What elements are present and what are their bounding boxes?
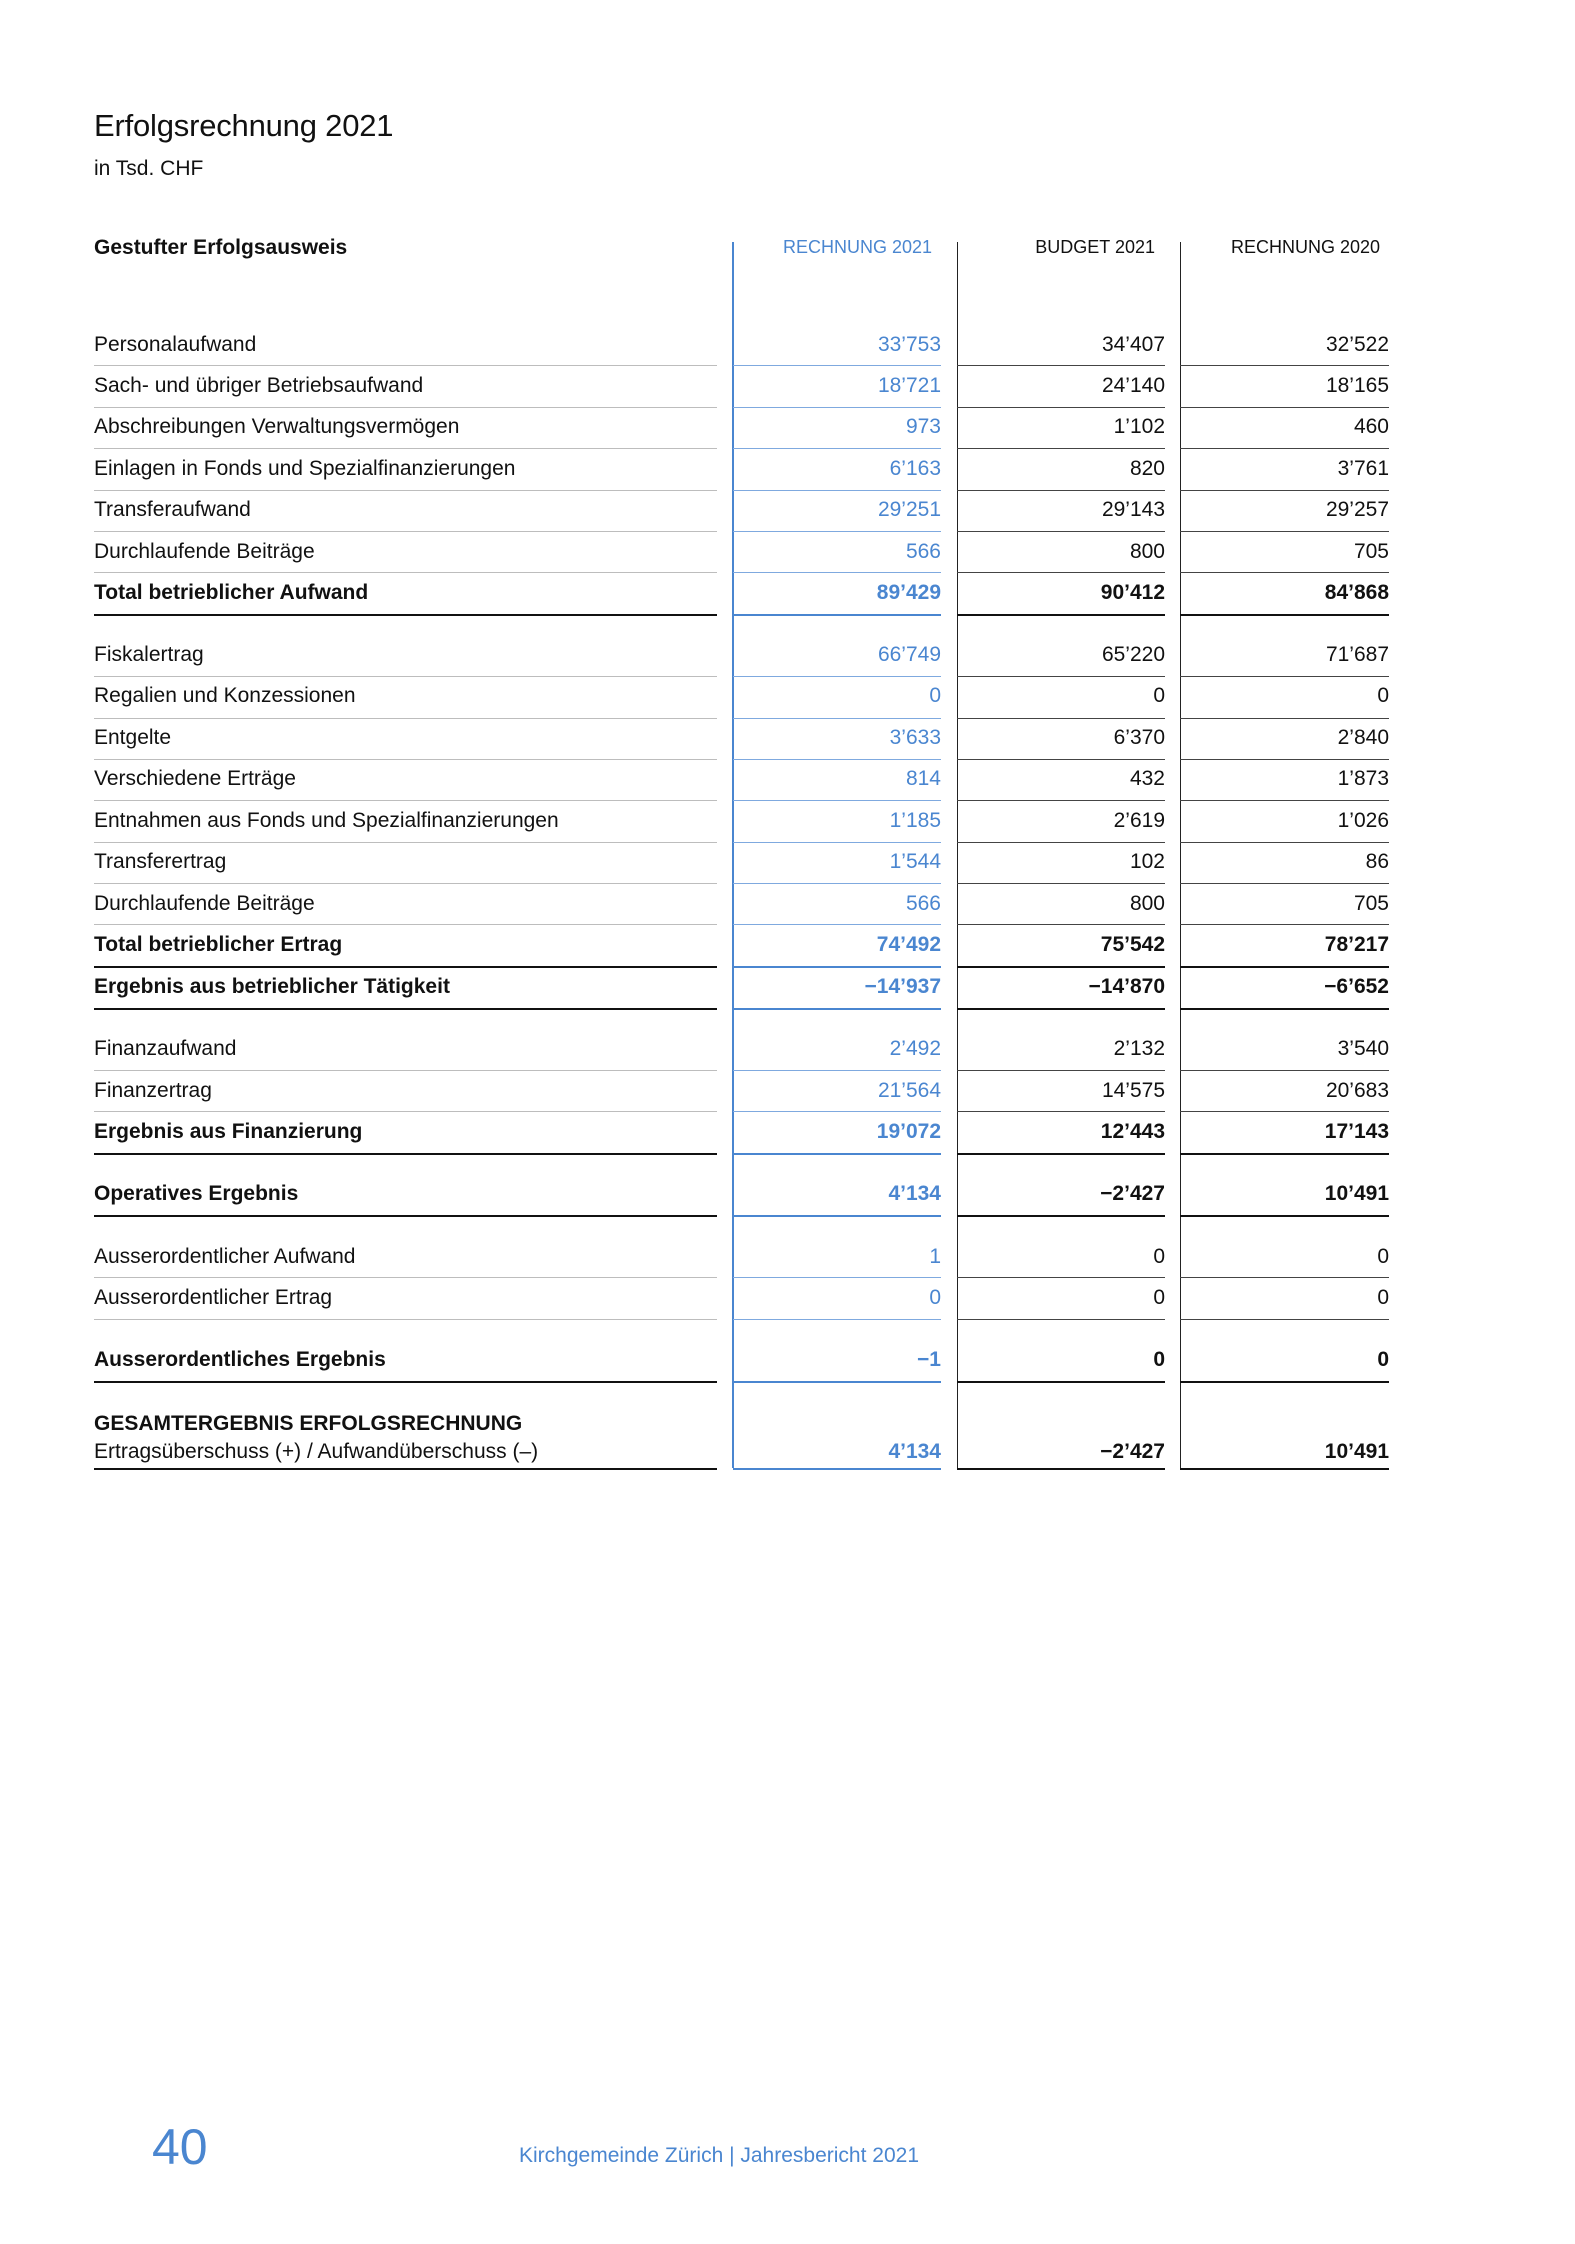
value-rechnung-2021: 4’134 [888,1440,941,1463]
row-divider [1180,1468,1389,1470]
row-divider [957,1070,1165,1071]
row-divider [733,800,941,801]
row-divider [94,490,717,491]
row-divider [733,531,941,532]
value-budget-2021: 102 [1129,850,1165,873]
row-label: Abschreibungen Verwaltungsvermögen [94,415,460,438]
row-divider [957,1381,1165,1383]
row-divider [94,718,717,719]
row-divider [94,448,717,449]
row-label: Ausserordentliches Ergebnis [94,1348,386,1371]
row-divider [733,883,941,884]
row-divider [94,966,717,968]
row-divider [957,614,1165,616]
value-rechnung-2020: 84’868 [1324,581,1389,604]
row-label: Entnahmen aus Fonds und Spezialfinanzierungen [94,809,559,832]
row-divider [94,407,717,408]
row-label: Verschiedene Erträge [94,767,296,790]
row-divider [94,883,717,884]
row-label: GESAMTERGEBNIS ERFOLGSRECHNUNG [94,1412,523,1435]
value-rechnung-2021: 0 [929,1286,941,1309]
row-divider [94,614,717,616]
row-divider [733,1111,941,1112]
value-budget-2021: 90’412 [1100,581,1165,604]
row-divider [957,1277,1165,1278]
row-label: Transferertrag [94,850,227,873]
value-budget-2021: 820 [1129,457,1165,480]
row-divider [94,759,717,760]
value-budget-2021: 12’443 [1100,1120,1165,1143]
value-budget-2021: −14’870 [1088,975,1165,998]
row-divider [1180,407,1389,408]
value-rechnung-2021: 0 [929,684,941,707]
value-rechnung-2020: 3’540 [1337,1037,1389,1060]
row-divider [1180,924,1389,925]
row-divider [957,718,1165,719]
value-rechnung-2020: 0 [1377,1245,1389,1268]
row-sublabel: Ertragsüberschuss (+) / Aufwandüberschuss (–) [94,1440,539,1463]
value-rechnung-2020: 10’491 [1324,1440,1389,1463]
row-divider [957,883,1165,884]
row-divider [1180,1111,1389,1112]
column-header-rechnung-2020: RECHNUNG 2020 [1230,237,1380,257]
row-divider [94,676,717,677]
value-budget-2021: −2’427 [1100,1440,1165,1463]
row-divider [1180,1070,1389,1071]
row-divider [94,1153,717,1155]
value-rechnung-2021: 18’721 [877,374,941,397]
value-budget-2021: 2’132 [1113,1037,1165,1060]
value-rechnung-2021: 1’185 [889,809,941,832]
section-heading: Gestufter Erfolgsausweis [94,236,348,259]
value-rechnung-2020: 3’761 [1337,457,1389,480]
value-rechnung-2021: 2’492 [889,1037,941,1060]
row-divider [957,966,1165,968]
row-label: Operatives Ergebnis [94,1182,299,1205]
row-divider [957,365,1165,366]
row-label: Finanzaufwand [94,1037,237,1060]
row-divider [733,448,941,449]
row-divider [94,1008,717,1010]
row-divider [1180,842,1389,843]
row-label: Total betrieblicher Aufwand [94,581,369,604]
value-rechnung-2020: 2’840 [1337,726,1389,749]
row-label: Personalaufwand [94,333,257,356]
row-divider [1180,759,1389,760]
row-divider [957,448,1165,449]
row-label: Finanzertrag [94,1079,212,1102]
value-rechnung-2021: 66’749 [877,643,941,666]
value-rechnung-2020: 71’687 [1325,643,1389,666]
row-divider [733,1468,941,1470]
row-divider [733,1070,941,1071]
row-divider [957,1153,1165,1155]
value-budget-2021: 800 [1129,892,1165,915]
row-divider [957,1468,1165,1470]
row-divider [94,1468,717,1470]
row-divider [957,842,1165,843]
column-divider-budget-2021 [957,242,958,1468]
row-divider [733,1153,941,1155]
value-rechnung-2020: 0 [1377,684,1389,707]
row-divider [957,1215,1165,1217]
value-rechnung-2021: 3’633 [889,726,941,749]
value-rechnung-2020: 0 [1377,1286,1389,1309]
column-header-budget-2021: BUDGET 2021 [1035,237,1155,257]
row-label: Transferaufwand [94,498,251,521]
value-budget-2021: 800 [1129,540,1165,563]
value-rechnung-2021: 814 [905,767,941,790]
row-divider [1180,676,1389,677]
value-budget-2021: −2’427 [1100,1182,1165,1205]
row-label: Ergebnis aus betrieblicher Tätigkeit [94,975,450,998]
row-divider [733,718,941,719]
row-divider [733,572,941,573]
row-divider [94,842,717,843]
row-label: Sach- und übriger Betriebsaufwand [94,374,424,397]
value-budget-2021: 0 [1153,1286,1165,1309]
value-budget-2021: 34’407 [1101,333,1165,356]
row-divider [1180,572,1389,573]
value-budget-2021: 29’143 [1101,498,1165,521]
value-rechnung-2021: 973 [905,415,941,438]
row-divider [733,1319,941,1320]
value-budget-2021: 24’140 [1101,374,1165,397]
row-label: Durchlaufende Beiträge [94,540,315,563]
value-rechnung-2021: −14’937 [864,975,941,998]
row-divider [733,759,941,760]
row-divider [1180,1008,1389,1010]
row-divider [957,1319,1165,1320]
row-label: Ausserordentlicher Ertrag [94,1286,333,1309]
value-rechnung-2020: 18’165 [1325,374,1389,397]
value-rechnung-2020: 705 [1353,892,1389,915]
row-divider [733,1008,941,1010]
value-rechnung-2020: 460 [1353,415,1389,438]
row-divider [94,1111,717,1112]
row-divider [733,1277,941,1278]
value-rechnung-2020: 0 [1377,1348,1389,1371]
row-divider [1180,718,1389,719]
page-number: 40 [152,2119,208,2175]
value-budget-2021: 2’619 [1113,809,1165,832]
row-divider [94,1277,717,1278]
row-divider [94,1215,717,1217]
row-divider [1180,365,1389,366]
row-divider [1180,800,1389,801]
row-label: Fiskalertrag [94,643,204,666]
row-divider [733,614,941,616]
row-divider [1180,883,1389,884]
column-divider-rechnung-2021 [732,242,734,1468]
value-budget-2021: 6’370 [1113,726,1165,749]
value-rechnung-2020: 32’522 [1325,333,1389,356]
row-divider [733,490,941,491]
value-rechnung-2021: 6’163 [889,457,941,480]
value-rechnung-2020: 1’873 [1337,767,1389,790]
row-divider [957,759,1165,760]
row-divider [957,800,1165,801]
value-rechnung-2021: 566 [905,892,941,915]
row-divider [733,1215,941,1217]
value-budget-2021: 0 [1153,1245,1165,1268]
value-budget-2021: 65’220 [1101,643,1165,666]
row-label: Ergebnis aus Finanzierung [94,1120,363,1143]
value-budget-2021: 1’102 [1113,415,1165,438]
row-label: Total betrieblicher Ertrag [94,933,343,956]
value-rechnung-2020: −6’652 [1324,975,1389,998]
value-rechnung-2021: 89’429 [876,581,941,604]
row-divider [733,407,941,408]
value-rechnung-2021: 21’564 [877,1079,941,1102]
value-rechnung-2020: 17’143 [1324,1120,1389,1143]
value-budget-2021: 0 [1153,1348,1165,1371]
row-label: Entgelte [94,726,172,749]
page-subtitle: in Tsd. CHF [94,157,204,180]
value-rechnung-2020: 1’026 [1337,809,1389,832]
row-divider [94,572,717,573]
value-rechnung-2021: 566 [905,540,941,563]
row-divider [733,1381,941,1383]
value-budget-2021: 432 [1129,767,1165,790]
row-divider [1180,1153,1389,1155]
footer-publication: Kirchgemeinde Zürich | Jahresbericht 2021 [519,2144,919,2167]
value-rechnung-2020: 86 [1365,850,1389,873]
value-budget-2021: 0 [1153,684,1165,707]
value-rechnung-2021: 4’134 [888,1182,941,1205]
row-divider [957,924,1165,925]
row-divider [957,490,1165,491]
row-divider [733,966,941,968]
row-divider [733,365,941,366]
row-divider [1180,448,1389,449]
row-label: Durchlaufende Beiträge [94,892,315,915]
column-header-rechnung-2021: RECHNUNG 2021 [782,237,932,257]
row-divider [1180,1381,1389,1383]
row-divider [94,531,717,532]
row-divider [94,800,717,801]
row-divider [957,676,1165,677]
row-divider [1180,1319,1389,1320]
row-divider [1180,614,1389,616]
row-divider [1180,966,1389,968]
row-divider [1180,531,1389,532]
value-rechnung-2021: 74’492 [876,933,941,956]
row-divider [1180,490,1389,491]
row-divider [957,1008,1165,1010]
row-divider [733,842,941,843]
row-divider [957,1111,1165,1112]
value-rechnung-2021: 19’072 [876,1120,941,1143]
value-budget-2021: 14’575 [1101,1079,1165,1102]
row-divider [733,924,941,925]
value-rechnung-2021: 1 [929,1245,941,1268]
value-rechnung-2021: 1’544 [889,850,941,873]
row-label: Einlagen in Fonds und Spezialfinanzierungen [94,457,516,480]
row-divider [94,365,717,366]
row-label: Regalien und Konzessionen [94,684,356,707]
value-rechnung-2021: 29’251 [877,498,941,521]
page-title: Erfolgsrechnung 2021 [94,108,394,143]
row-label: Ausserordentlicher Aufwand [94,1245,356,1268]
row-divider [733,676,941,677]
row-divider [1180,1277,1389,1278]
row-divider [957,572,1165,573]
row-divider [94,924,717,925]
value-rechnung-2020: 705 [1353,540,1389,563]
row-divider [94,1070,717,1071]
row-divider [957,407,1165,408]
value-rechnung-2021: 33’753 [877,333,941,356]
row-divider [94,1319,717,1320]
value-rechnung-2020: 20’683 [1325,1079,1389,1102]
row-divider [94,1381,717,1383]
column-divider-rechnung-2020 [1180,242,1181,1468]
row-divider [957,531,1165,532]
value-rechnung-2020: 78’217 [1324,933,1389,956]
row-divider [1180,1215,1389,1217]
value-budget-2021: 75’542 [1100,933,1165,956]
value-rechnung-2020: 10’491 [1324,1182,1389,1205]
value-rechnung-2020: 29’257 [1325,498,1389,521]
value-rechnung-2021: −1 [917,1348,941,1371]
